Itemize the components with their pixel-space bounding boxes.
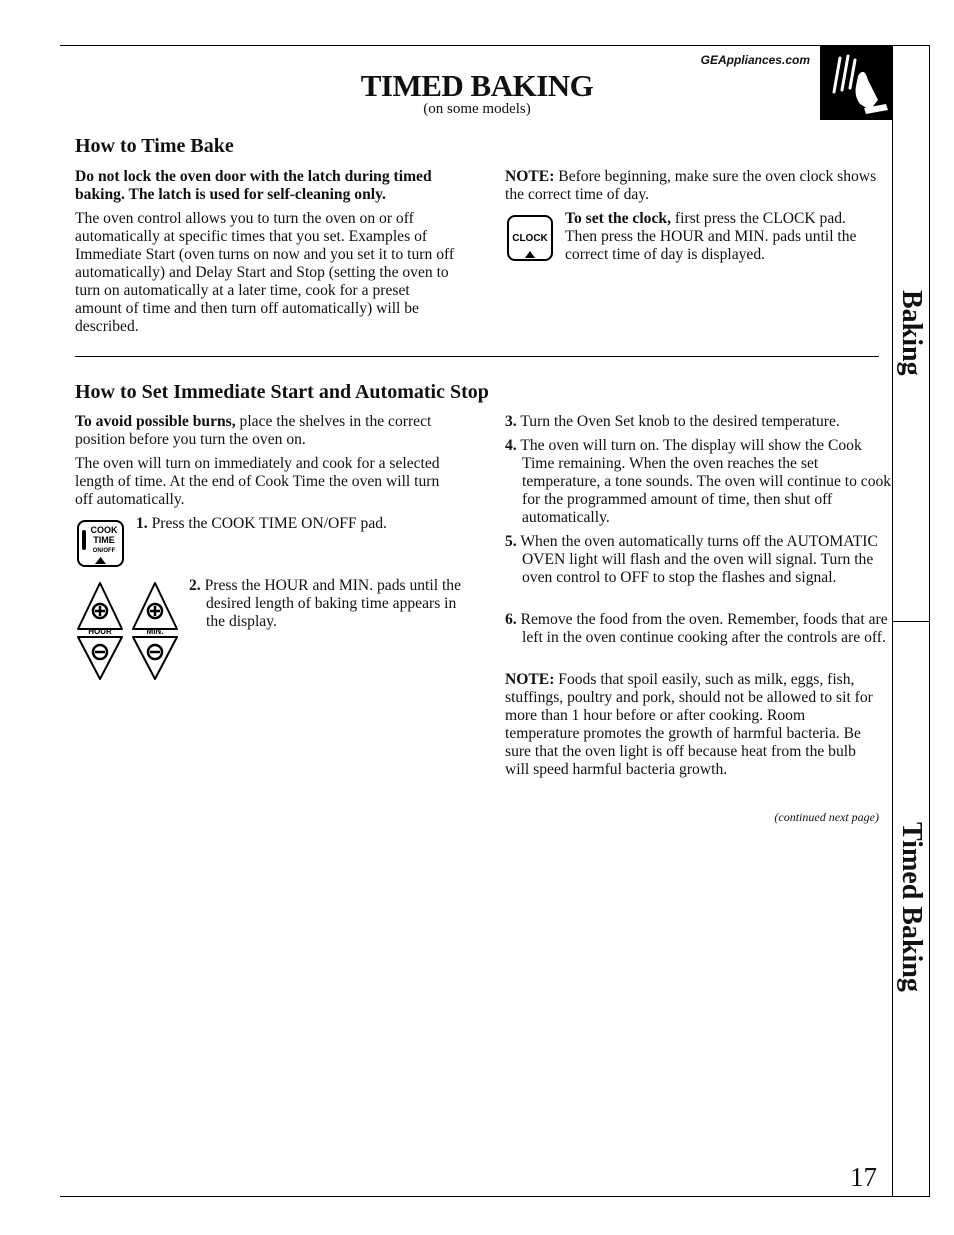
step-6 — [505, 611, 897, 647]
step-5 — [505, 533, 897, 587]
page-subtitle: (on some models) — [423, 101, 531, 117]
cook-pad-line1: COOK — [90, 525, 118, 535]
step-1-num: 1. — [136, 515, 148, 532]
step-3-text: Turn the Oven Set knob to the desired temperature. — [516, 413, 840, 430]
time-bake-description: The oven control allows you to turn the oven on or off automatically at specific times that you set. Examples of Immediate Start (oven turns on now and you set it to turn off automatically) and Delay Start and Stop (setting the oven to turn on automatically at a later time, cook for a preset amount of time and then turn off automatically) will be described. — [75, 210, 455, 335]
step-4 — [505, 437, 897, 527]
page-title: TIMED BAKING — [360, 68, 594, 103]
section-heading-time-bake: How to Time Bake — [75, 135, 234, 157]
hour-min-pads-icon — [76, 581, 180, 681]
page-number: 17 — [850, 1162, 877, 1192]
side-tab-baking: Baking — [896, 290, 927, 376]
hand-press-icon — [820, 46, 893, 120]
step-4-num: 4. — [505, 437, 517, 454]
clock-pad-icon — [507, 215, 553, 261]
step-5-num: 5. — [505, 533, 517, 550]
hour-label: HOUR — [88, 627, 112, 636]
step-6-num: 6. — [505, 611, 517, 628]
cook-pad-line3: ON/OFF — [92, 548, 116, 554]
section-heading-immediate-start: How to Set Immediate Start and Automatic Stop — [75, 381, 489, 403]
immediate-start-intro: The oven will turn on immediately and cook for a selected length of time. At the end of Cook Time the oven will turn off automatically. — [75, 455, 440, 508]
note-label: NOTE: — [505, 168, 555, 185]
hour-min-pads — [76, 581, 180, 681]
section-divider — [75, 356, 879, 357]
cook-time-pad-icon — [77, 520, 124, 567]
clock-pad-label: CLOCK — [512, 233, 548, 244]
cook-time-pad[interactable] — [77, 520, 124, 567]
sidebar-divider — [892, 621, 930, 622]
food-safety-note — [505, 671, 880, 779]
food-note-text: Foods that spoil easily, such as milk, eggs, fish, stuffings, poultry and pork, should not be allowed to sit for more than 1 hour before or after cooking. Room temperature promotes the growth of harmful bacteria. Be sure that the oven light is off because heat from the bulb will speed harmful bacteria growth. — [505, 671, 873, 778]
step-1 — [136, 515, 456, 533]
side-tab-timed-baking: Timed Baking — [896, 822, 927, 992]
step-1-text: Press the COOK TIME ON/OFF pad. — [147, 515, 387, 532]
site-url: GEAppliances.com — [700, 53, 810, 67]
set-clock-instructions — [565, 210, 880, 264]
note-text: Before beginning, make sure the oven clock shows the correct time of day. — [505, 168, 877, 203]
step-3-num: 3. — [505, 413, 517, 430]
top-rule — [60, 45, 930, 46]
step-3 — [505, 413, 897, 431]
min-label: MIN. — [146, 627, 164, 636]
burn-text: place the shelves in the correct position before you turn the oven on. — [75, 413, 432, 448]
burn-lead: To avoid possible burns, — [75, 413, 236, 430]
hand-press-logo — [820, 46, 893, 120]
set-clock-lead: To set the clock, — [565, 210, 671, 227]
bottom-rule — [60, 1196, 930, 1197]
step-4-text: The oven will turn on. The display will show the Cook Time remaining. When the oven reaches the set temperature, a tone sounds. The oven will continue to cook for the programmed amount of time, then shut off automatically. — [516, 437, 892, 526]
continued-next-page: (continued next page) — [774, 810, 879, 824]
step-5-text: When the oven automatically turns off the AUTOMATIC OVEN light will flash and the oven will signal. Turn the oven control to OFF to stop the flashes and signal. — [516, 533, 878, 586]
step-2-text: Press the HOUR and MIN. pads until the desired length of baking time appears in the display. — [200, 577, 462, 630]
step-2 — [189, 577, 466, 631]
latch-warning: Do not lock the oven door with the latch during timed baking. The latch is used for self-cleaning only. — [75, 168, 432, 203]
clock-pad[interactable] — [507, 215, 553, 261]
cook-pad-line2: TIME — [93, 535, 115, 545]
set-clock-text: first press the CLOCK pad. Then press the HOUR and MIN. pads until the correct time of day is displayed. — [565, 210, 857, 263]
burn-warning — [75, 413, 455, 449]
step-6-text: Remove the food from the oven. Remember, foods that are left in the oven continue cooking after the controls are off. — [516, 611, 888, 646]
food-note-label: NOTE: — [505, 671, 555, 688]
clock-note — [505, 168, 880, 204]
step-2-num: 2. — [189, 577, 201, 594]
